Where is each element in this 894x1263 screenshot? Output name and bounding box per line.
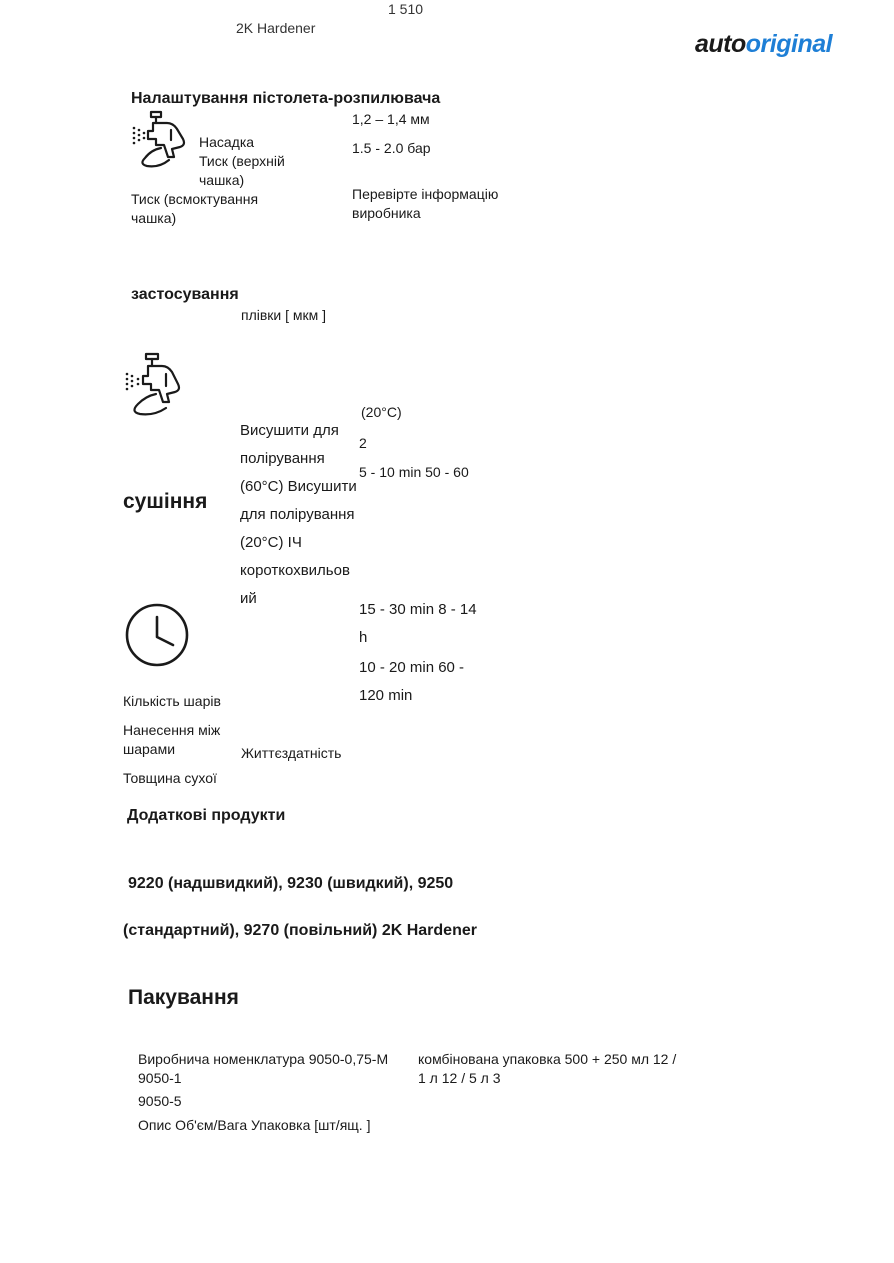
packaging-row2: 9050-1 [138, 1070, 182, 1086]
layer-count-value: 2 [359, 435, 367, 451]
packaging-row1: Виробнича номенклатура 9050-0,75-М [138, 1051, 389, 1067]
additional-products-title: Додаткові продукти [127, 807, 286, 824]
spray-gun-icon [131, 108, 197, 170]
film-thickness-label: плівки [ мкм ] [241, 307, 327, 323]
between-layers-label: Нанесення між шарами [123, 722, 221, 757]
pressure-top-label: Тиск (верхній чашка) [199, 153, 285, 188]
drying-title: сушіння [123, 490, 208, 513]
packaging-title: Пакування [128, 986, 239, 1009]
drying-value-c1: 10 - 20 min 60 - [359, 659, 465, 676]
drying-labels: Висушити для полірування (60°C) Висушити для полірування (20°C) ІЧ короткохвильов ий [240, 422, 357, 607]
pressure-top-value: 1.5 - 2.0 бар [352, 140, 431, 156]
spray-gun-icon [124, 352, 190, 418]
autooriginal-logo [695, 30, 832, 59]
logo-part-original: original [745, 30, 833, 58]
drying-value-b2: h [359, 629, 368, 646]
pressure-suction-value: Перевірте інформацію виробника [352, 186, 499, 221]
application-title: застосування [131, 286, 239, 303]
packaging-row4: Опис Об'єм/Вага Упаковка [шт/ящ. ] [138, 1117, 371, 1133]
packaging-row3: 9050-5 [138, 1093, 182, 1109]
page-fragment-text: 2K Hardener [236, 20, 316, 36]
drying-value-a: 5 - 10 min 50 - 60 [359, 464, 469, 480]
drying-temp-header: (20°C) [361, 404, 402, 420]
layer-count-label: Кількість шарів [123, 693, 221, 709]
packaging-row2-right: 1 л 12 / 5 л 3 [418, 1070, 501, 1086]
dry-thickness-label: Товщина сухої [123, 770, 217, 786]
drying-value-b1: 15 - 30 min 8 - 14 [359, 601, 477, 618]
packaging-row1-right: комбінована упаковка 500 + 250 мл 12 / [418, 1051, 677, 1067]
logo-part-auto: auto [695, 30, 746, 58]
pot-life-label: Життєздатність [241, 745, 342, 761]
pressure-suction-label: Тиск (всмоктування чашка) [131, 191, 259, 226]
nozzle-value: 1,2 – 1,4 мм [352, 111, 430, 127]
clock-icon [124, 602, 190, 668]
spray-gun-settings-title: Налаштування пістолета-розпилювача [131, 90, 441, 107]
additional-products-line2: (стандартний), 9270 (повільний) 2K Hardener [123, 922, 477, 939]
page-fragment-number: 1 510 [388, 1, 424, 17]
additional-products-line1: 9220 (надшвидкий), 9230 (швидкий), 9250 [128, 875, 454, 892]
nozzle-label: Насадка [199, 134, 255, 150]
drying-value-c2: 120 min [359, 687, 413, 704]
